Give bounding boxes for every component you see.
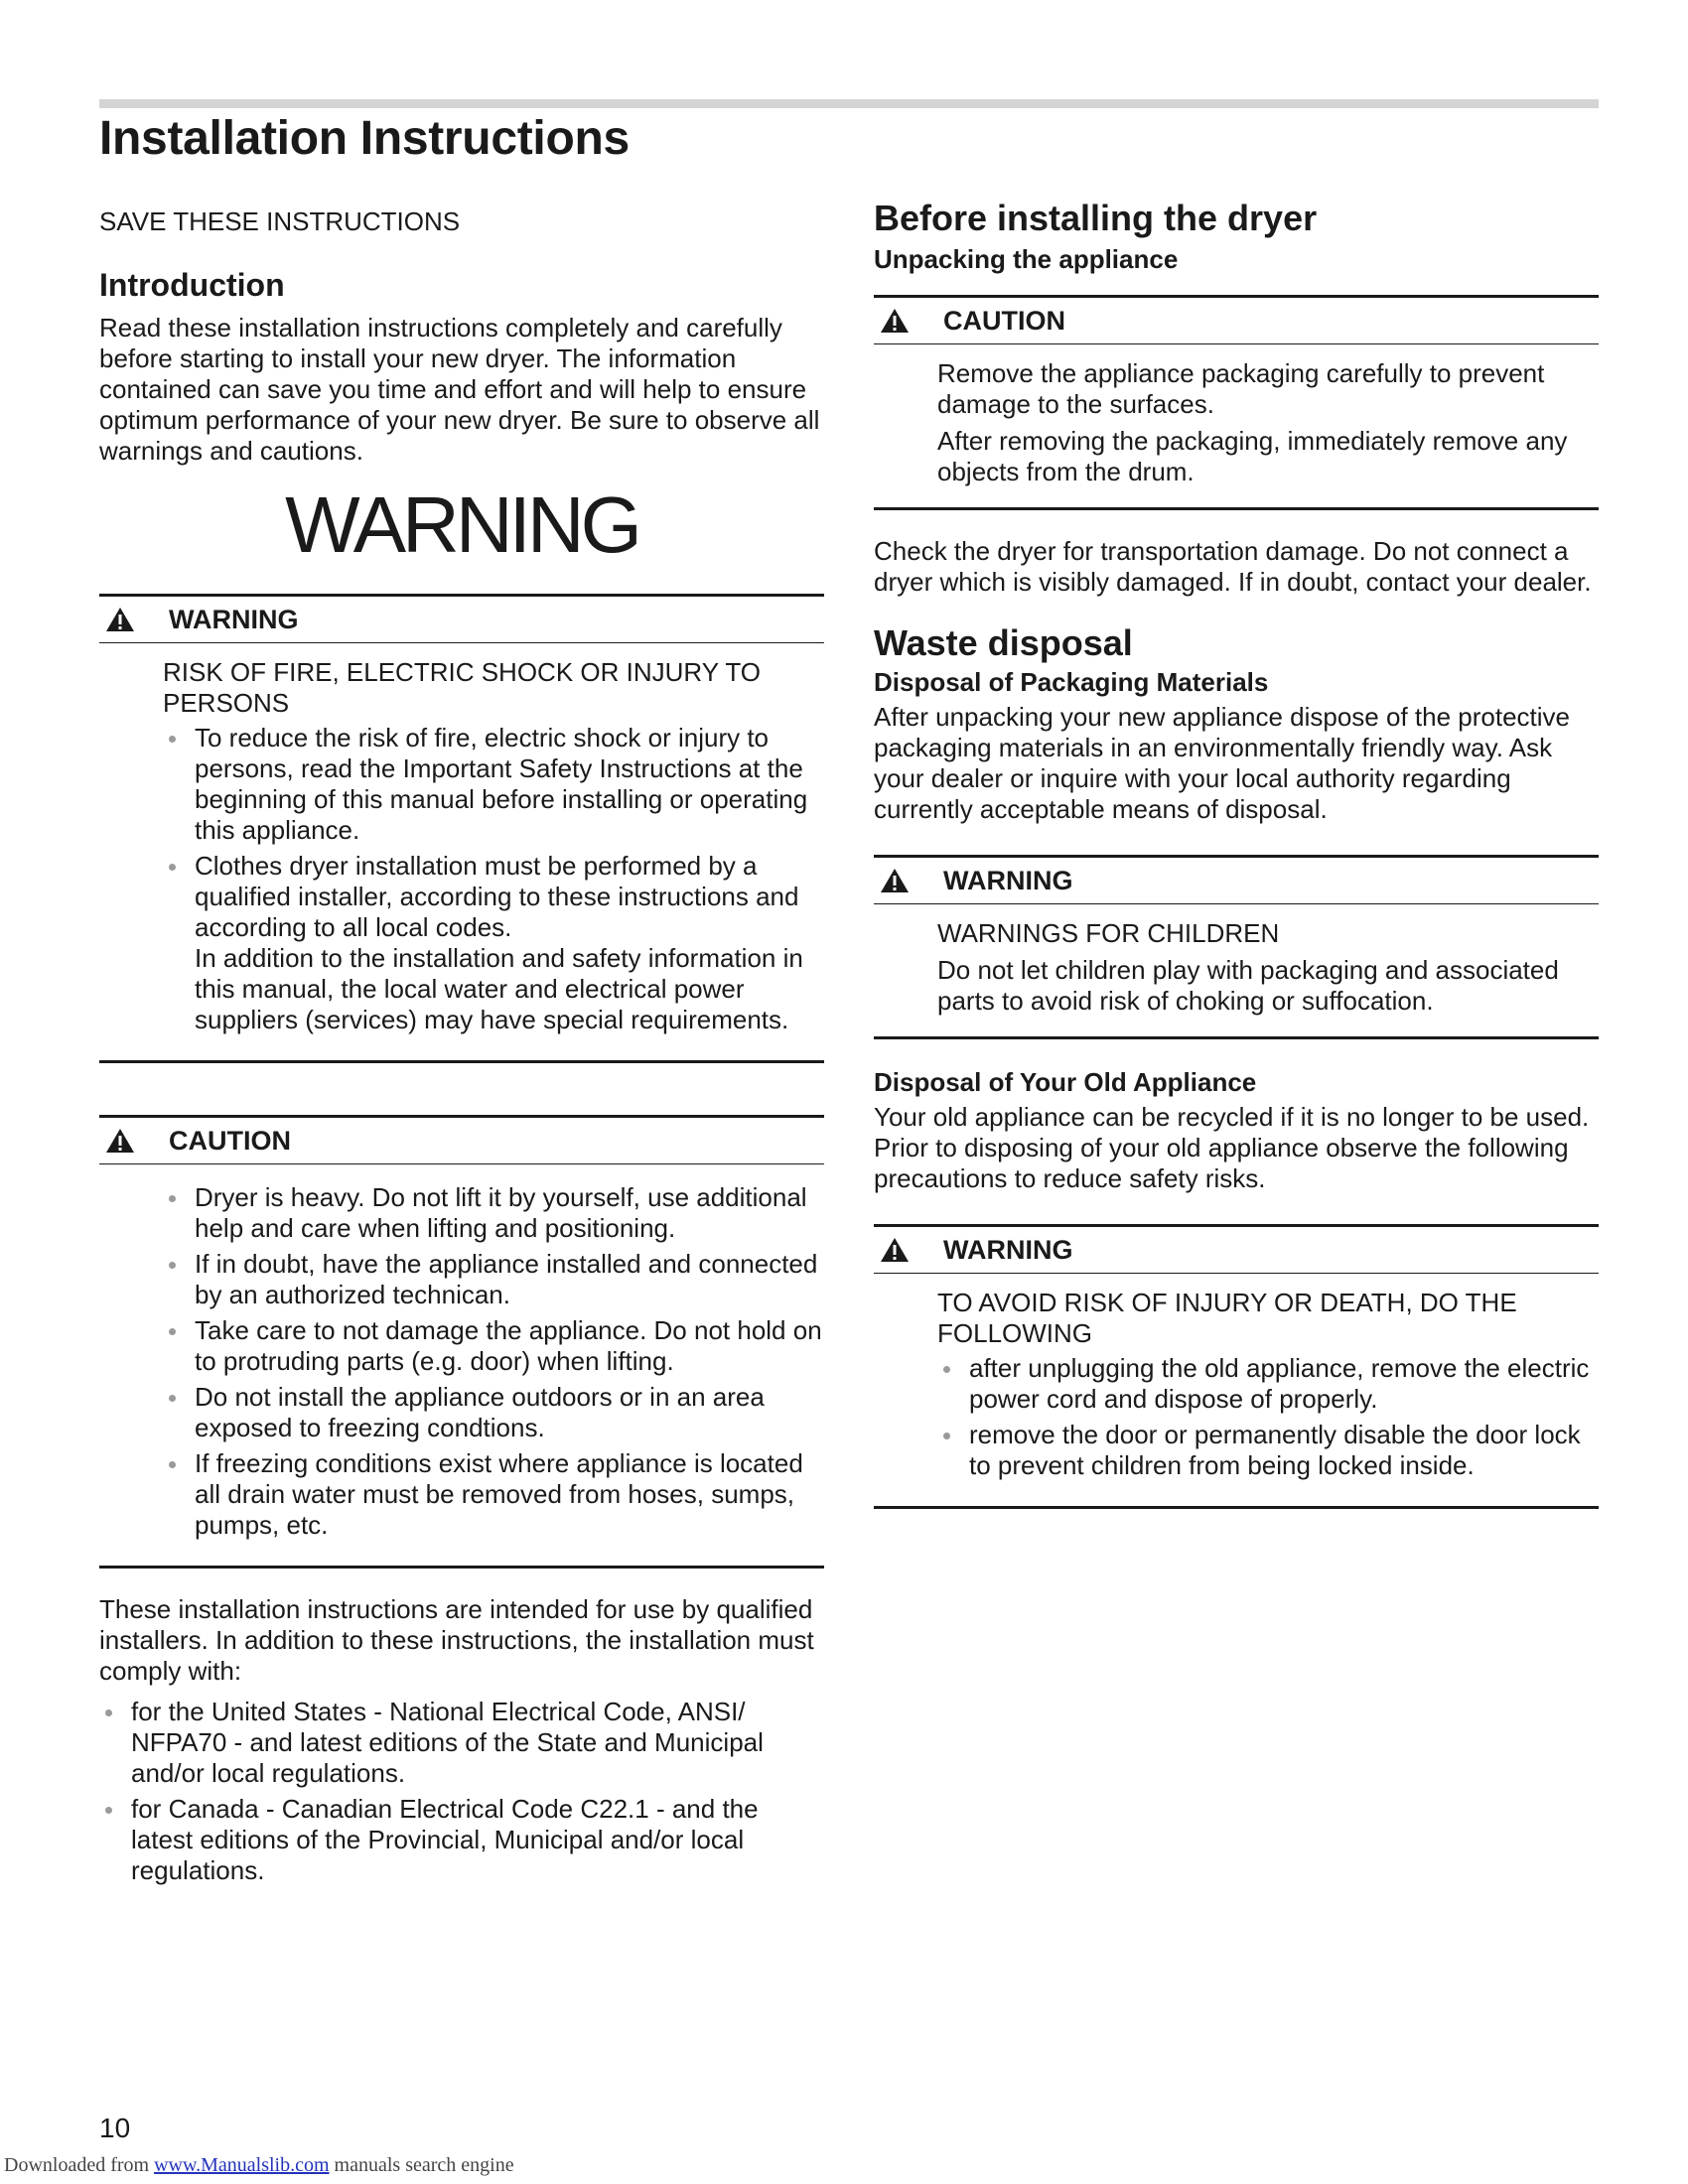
death-warning-heading: TO AVOID RISK OF INJURY OR DEATH, DO THE FOLLOWING <box>937 1288 1517 1348</box>
packaging-disposal-text: After unpacking your new appliance dispose of the protective packaging materials in an environmentally friendly way. Ask your dealer or inquire with your local authority regarding currently acceptable means of disposal. <box>874 702 1570 824</box>
big-warning-word: WARNING <box>285 480 638 569</box>
list-item <box>163 851 824 1035</box>
comply-text: These installation instructions are intended for use by qualified installers. In addition to these instructions, the installation must comply with: <box>99 1594 814 1686</box>
children-warning-header <box>874 858 1599 904</box>
warning-triangle-icon <box>105 1128 135 1154</box>
list-item-extra: In addition to the installation and safety information in this manual, the local water and electrical power suppliers (services) may have special requirements. <box>195 943 803 1034</box>
list-item: after unplugging the old appliance, remove the electric power cord and dispose of properly. <box>937 1353 1599 1415</box>
fire-warning-list <box>163 723 824 1035</box>
save-instructions: SAVE THESE INSTRUCTIONS <box>99 206 461 236</box>
list-item: If freezing conditions exist where appliance is located all drain water must be removed from hoses, sumps, pumps, etc. <box>163 1448 824 1541</box>
children-warning-heading: WARNINGS FOR CHILDREN <box>937 918 1280 948</box>
old-appliance-heading: Disposal of Your Old Appliance <box>874 1067 1257 1097</box>
right-column <box>874 199 1599 1509</box>
unpacking-heading: Unpacking the appliance <box>874 244 1179 274</box>
death-warning-body <box>937 1274 1599 1481</box>
warning-triangle-icon <box>880 868 910 893</box>
list-item: remove the door or permanently disable the door lock to prevent children from being locked inside. <box>937 1420 1599 1481</box>
introduction-heading: Introduction <box>99 267 285 303</box>
death-warning-box <box>874 1224 1599 1509</box>
caution-box <box>99 1115 824 1569</box>
packaging-disposal-heading: Disposal of Packaging Materials <box>874 667 1269 697</box>
footer-suffix: manuals search engine <box>329 2154 514 2176</box>
fire-warning-box <box>99 594 824 1063</box>
footer-prefix: Downloaded from <box>4 2154 155 2176</box>
fire-warning-heading: RISK OF FIRE, ELECTRIC SHOCK OR INJURY TO PERSONS <box>163 657 761 718</box>
warning-triangle-icon <box>880 1237 910 1263</box>
download-footer <box>4 2154 514 2177</box>
before-installing-heading: Before installing the dryer <box>874 198 1318 238</box>
death-warning-label: WARNING <box>943 1234 1073 1265</box>
caution-line: Remove the appliance packaging carefully to prevent damage to the surfaces. <box>937 358 1545 419</box>
children-warning-label: WARNING <box>943 865 1073 895</box>
fire-warning-header <box>99 597 824 643</box>
page-number: 10 <box>99 2113 131 2143</box>
list-item: Dryer is heavy. Do not lift it by yourself, use additional help and care when lifting and positioning. <box>163 1182 824 1244</box>
page-title: Installation Instructions <box>99 112 630 165</box>
list-item: To reduce the risk of fire, electric shock or injury to persons, read the Important Safety Instructions at the beginning of this manual before installing or operating this appliance. <box>163 723 824 846</box>
fire-warning-body <box>163 643 824 1035</box>
check-damage-text: Check the dryer for transportation damage. Do not connect a dryer which is visibly damaged. If in doubt, contact your dealer. <box>874 536 1592 597</box>
list-item: Take care to not damage the appliance. Do not hold on to protruding parts (e.g. door) when lifting. <box>163 1315 824 1377</box>
waste-disposal-heading: Waste disposal <box>874 622 1133 663</box>
warning-triangle-icon <box>880 308 910 334</box>
fire-warning-label: WARNING <box>169 604 299 634</box>
unpacking-caution-header <box>874 298 1599 344</box>
list-item: If in doubt, have the appliance installed and connected by an authorized technican. <box>163 1249 824 1310</box>
list-item: for the United States - National Electrical Code, ANSI/ NFPA70 - and latest editions of the State and Municipal and/or local regulations. <box>99 1697 824 1789</box>
manualslib-link[interactable]: www.Manualslib.com <box>154 2154 330 2176</box>
top-rule <box>99 99 1599 108</box>
old-appliance-text: Your old appliance can be recycled if it is no longer to be used. Prior to disposing of your old appliance observe the following precautions to reduce safety risks. <box>874 1102 1590 1193</box>
left-column <box>99 199 824 1891</box>
caution-label: CAUTION <box>169 1125 291 1156</box>
caution-header <box>99 1118 824 1164</box>
children-warning-text: Do not let children play with packaging and associated parts to avoid risk of choking or suffocation. <box>937 955 1559 1016</box>
children-warning-box <box>874 855 1599 1039</box>
caution-body <box>163 1164 824 1541</box>
death-warning-header <box>874 1227 1599 1274</box>
unpacking-caution-box <box>874 295 1599 510</box>
unpacking-caution-label: CAUTION <box>943 305 1065 336</box>
caution-list <box>163 1182 824 1541</box>
death-warning-list <box>937 1353 1599 1481</box>
list-item-text: Clothes dryer installation must be performed by a qualified installer, according to these instructions and according to all local codes. <box>195 851 799 942</box>
list-item: for Canada - Canadian Electrical Code C22.1 - and the latest editions of the Provincial, Municipal and/or local regulations. <box>99 1794 824 1886</box>
caution-line: After removing the packaging, immediately remove any objects from the drum. <box>937 426 1568 486</box>
warning-triangle-icon <box>105 607 135 632</box>
introduction-text: Read these installation instructions completely and carefully before starting to install your new dryer. The information contained can save you time and effort and will help to ensure optimum performance of your new dryer. Be sure to observe all warnings and cautions. <box>99 313 820 466</box>
list-item: Do not install the appliance outdoors or in an area exposed to freezing condtions. <box>163 1382 824 1443</box>
comply-list <box>99 1697 824 1886</box>
unpacking-caution-body <box>937 344 1599 487</box>
children-warning-body <box>937 904 1599 1017</box>
